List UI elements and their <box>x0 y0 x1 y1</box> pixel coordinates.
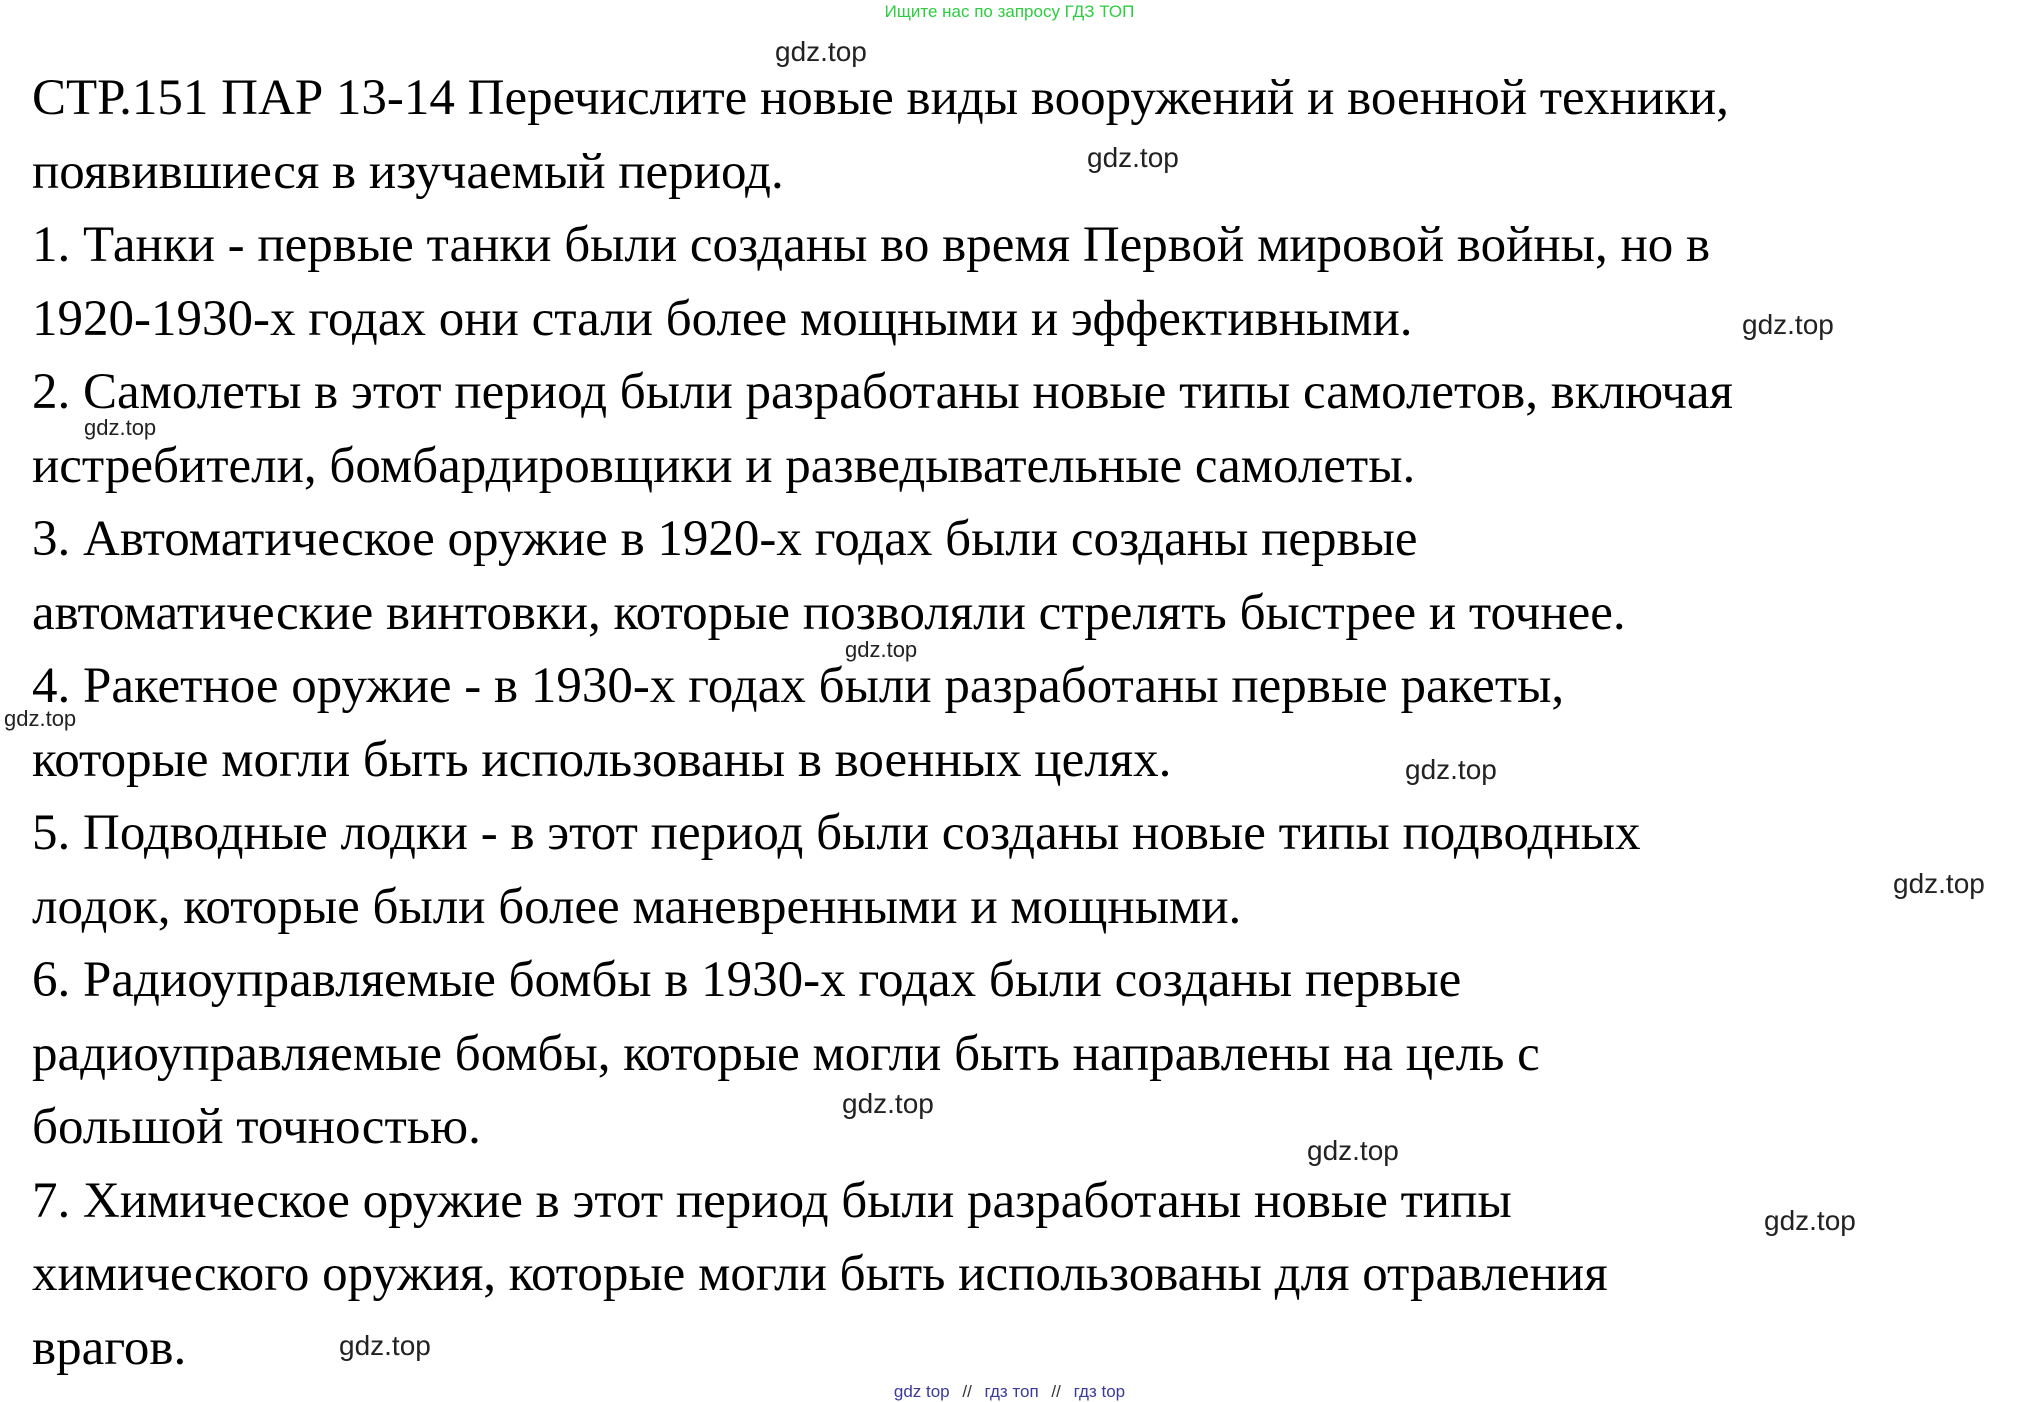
watermark: gdz.top <box>4 706 77 731</box>
answer-line: врагов. <box>32 1319 187 1376</box>
answer-line: большой точностью. <box>32 1099 481 1155</box>
watermark: gdz.top <box>1307 1135 1399 1166</box>
watermark: gdz.top <box>84 415 157 440</box>
answer-line: которые могли быть использованы в военных целях. <box>32 731 1172 788</box>
watermark: gdz.top <box>775 36 867 67</box>
answer-text <box>32 62 2007 1385</box>
answer-line: 1920-1930-х годах они стали более мощными и эффективными. <box>32 290 1413 347</box>
footer-link-gdz-top[interactable]: gdz top <box>893 1382 950 1401</box>
footer-link-gdz-top-ru[interactable]: гдз топ <box>984 1382 1039 1401</box>
answer-line: 1. Танки - первые танки были созданы во время Первой мировой войны, но в <box>32 217 1711 273</box>
watermark: gdz.top <box>1087 142 1179 173</box>
question-line: СТР.151 ПАР 13-14 Перечислите новые виды вооружений и военной техники, <box>32 70 1729 126</box>
watermark: gdz.top <box>1405 754 1497 785</box>
answer-line: 3. Автоматическое оружие в 1920-х годах были созданы первые <box>32 511 1418 567</box>
question-line: появившиеся в изучаемый период. <box>32 143 784 200</box>
footer-links <box>0 1382 2019 1402</box>
answer-line: радиоуправляемые бомбы, которые могли быть направлены на цель с <box>32 1025 1540 1082</box>
watermark: gdz.top <box>339 1330 431 1361</box>
answer-line: истребители, бомбардировщики и разведывательные самолеты. <box>32 437 1416 494</box>
search-banner: Ищите нас по запросу ГДЗ ТОП <box>884 2 1135 21</box>
watermark: gdz.top <box>1764 1205 1856 1236</box>
watermark: gdz.top <box>845 637 918 662</box>
answer-line: 2. Самолеты в этот период были разработаны новые типы самолетов, включая <box>32 364 1733 420</box>
watermark: gdz.top <box>1742 309 1834 340</box>
answer-line: 5. Подводные лодки - в этот период были созданы новые типы подводных <box>32 805 1641 861</box>
footer-link-gdz-top-mixed[interactable]: гдз top <box>1073 1382 1126 1401</box>
answer-line: 6. Радиоуправляемые бомбы в 1930-х годах были созданы первые <box>32 952 1462 1008</box>
footer-separator: // <box>1051 1382 1061 1401</box>
answer-line: химического оружия, которые могли быть использованы для отравления <box>32 1246 1608 1302</box>
answer-line: 7. Химическое оружие в этот период были разработаны новые типы <box>32 1172 1512 1229</box>
watermark: gdz.top <box>1893 868 1985 899</box>
answer-line: 4. Ракетное оружие - в 1930-х годах были разработаны первые ракеты, <box>32 658 1565 714</box>
footer-separator: // <box>962 1382 972 1401</box>
watermark: gdz.top <box>842 1088 934 1119</box>
answer-line: автоматические винтовки, которые позволяли стрелять быстрее и точнее. <box>32 584 1626 641</box>
answer-line: лодок, которые были более маневренными и мощными. <box>32 878 1242 935</box>
